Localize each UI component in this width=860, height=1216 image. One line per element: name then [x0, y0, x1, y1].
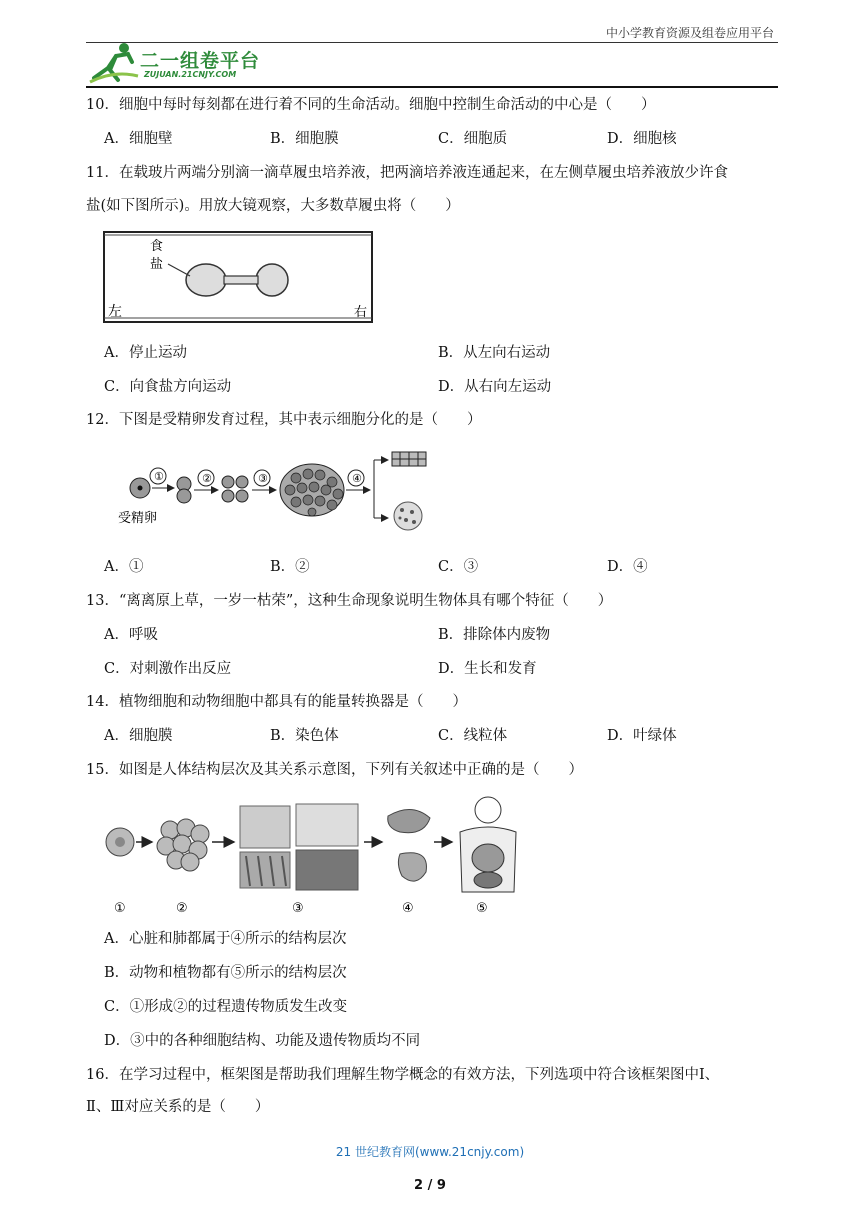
question-16-line1: 16．在学习过程中，框架图是帮助我们理解生物学概念的有效方法，下列选项中符合该框架图中Ⅰ、 [86, 1067, 720, 1083]
q14-option-b[interactable]: B．染色体 [270, 728, 339, 744]
q14-option-c[interactable]: C．线粒体 [438, 728, 508, 744]
q15-option-b[interactable]: B．动物和植物都有⑤所示的结构层次 [104, 965, 347, 981]
platform-name: 中小学教育资源及组卷应用平台 [605, 26, 774, 40]
question-13: 13．“离离原上草，一岁一枯荣”，这种生命现象说明生物体具有哪个特征（ ） [86, 593, 613, 609]
question-10: 10．细胞中每时每刻都在进行着不同的生命活动。细胞中控制生命活动的中心是（ ） [86, 97, 656, 113]
left-label: 左 [108, 304, 122, 320]
q11-option-d[interactable]: D．从右向左运动 [438, 379, 552, 395]
question-16-line2: Ⅱ、Ⅲ对应关系的是（ ） [86, 1099, 270, 1115]
logo-title: 二一组卷平台 [140, 50, 261, 72]
question-14: 14．植物细胞和动物细胞中都具有的能量转换器是（ ） [86, 694, 467, 710]
q13-option-c[interactable]: C．对刺激作出反应 [104, 661, 232, 677]
question-11-line2: 盐(如下图所示)。用放大镜观察，大多数草履虫将（ ） [86, 198, 460, 214]
label-1: ① [114, 901, 126, 916]
logo-subtitle: ZUJUAN.21CNJY.COM [144, 70, 237, 79]
q12-option-b[interactable]: B．② [270, 559, 310, 575]
q11-option-c[interactable]: C．向食盐方向运动 [104, 379, 232, 395]
q10-option-a[interactable]: A．细胞壁 [104, 131, 173, 147]
body-structure-figure [100, 792, 520, 918]
header-rule [86, 86, 778, 88]
runner-logo-icon [88, 40, 140, 84]
step-1-label: ① [154, 470, 164, 483]
q12-option-c[interactable]: C．③ [438, 559, 479, 575]
q14-option-d[interactable]: D．叶绿体 [607, 728, 677, 744]
q15-option-d[interactable]: D．③中的各种细胞结构、功能及遗传物质均不同 [104, 1033, 421, 1049]
question-12: 12．下图是受精卵发育过程，其中表示细胞分化的是（ ） [86, 412, 482, 428]
slide-figure [102, 230, 376, 326]
q10-option-b[interactable]: B．细胞膜 [270, 131, 339, 147]
step-4-label: ④ [352, 472, 362, 485]
q10-option-d[interactable]: D．细胞核 [607, 131, 677, 147]
logo [88, 40, 278, 84]
step-2-label: ② [202, 472, 212, 485]
footer-link[interactable]: 21 世纪教育网(www.21cnjy.com) [335, 1145, 525, 1159]
page-number: 2 / 9 [414, 1178, 446, 1193]
q11-option-b[interactable]: B．从左向右运动 [438, 345, 551, 361]
right-label: 右 [354, 305, 368, 320]
step-3-label: ③ [258, 472, 268, 485]
zygote-development-figure [112, 444, 432, 534]
label-3: ③ [292, 901, 304, 916]
label-4: ④ [402, 901, 414, 916]
q12-option-a[interactable]: A．① [104, 559, 144, 575]
q11-option-a[interactable]: A．停止运动 [104, 345, 187, 361]
q13-option-b[interactable]: B．排除体内废物 [438, 627, 551, 643]
q14-option-a[interactable]: A．细胞膜 [104, 728, 173, 744]
label-2: ② [176, 901, 188, 916]
label-5: ⑤ [476, 901, 488, 916]
salt-label-1: 食 [150, 239, 164, 254]
q15-option-a[interactable]: A．心脏和肺都属于④所示的结构层次 [104, 931, 347, 947]
zygote-label: 受精卵 [118, 511, 158, 526]
q15-option-c[interactable]: C．①形成②的过程遗传物质发生改变 [104, 999, 348, 1015]
q13-option-d[interactable]: D．生长和发育 [438, 661, 537, 677]
q12-option-d[interactable]: D．④ [607, 559, 648, 575]
question-11-line1: 11．在载玻片两端分别滴一滴草履虫培养液，把两滴培养液连通起来，在左侧草履虫培养液放少许食 [86, 165, 728, 181]
question-15: 15．如图是人体结构层次及其关系示意图，下列有关叙述中正确的是（ ） [86, 762, 583, 778]
q13-option-a[interactable]: A．呼吸 [104, 627, 158, 643]
salt-label-2: 盐 [150, 257, 164, 272]
q10-option-c[interactable]: C．细胞质 [438, 131, 508, 147]
